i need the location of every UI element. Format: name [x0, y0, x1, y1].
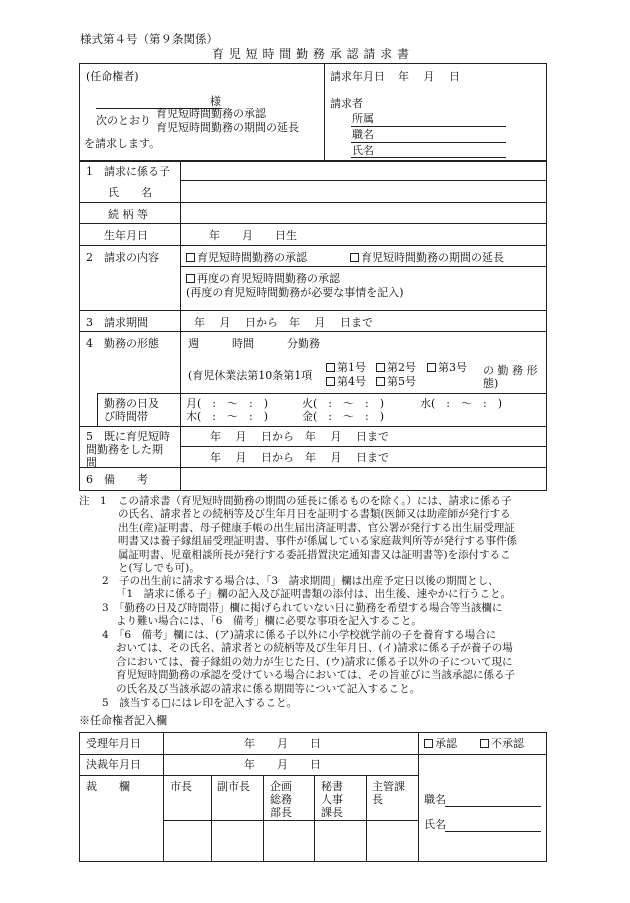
note-line: 4 「6 備考」欄には、(ア)請求に係る子以外に小学校就学前の子を養育する場合に — [102, 629, 497, 641]
affiliation-field[interactable] — [351, 126, 506, 127]
row-line — [79, 223, 547, 224]
divider — [97, 393, 98, 426]
form-item-3-label: 第3号 — [438, 361, 467, 374]
prior-period-1[interactable]: 年 月 日から 年 月 日まで — [210, 430, 389, 443]
checkbox-icon[interactable] — [480, 739, 489, 748]
note-4 — [102, 629, 515, 696]
opt-approval-label: 育児短時間勤務の承認 — [197, 251, 307, 264]
friday-hours[interactable]: 金( : ～ : ) — [302, 410, 384, 423]
approve-label: 承認 — [435, 737, 457, 750]
request-date-value[interactable]: 年 月 日 — [398, 70, 460, 83]
form-item-1-label: 第1号 — [337, 361, 366, 374]
checkbox-icon[interactable] — [326, 377, 335, 386]
note-line: の氏名及び当該承認の請求に係る期間等について記入すること。 — [116, 682, 421, 695]
row-line — [79, 467, 547, 468]
section3-label: 3 請求期間 — [86, 316, 148, 329]
note-line: 明書又は養子縁組届受理証明書、事件が係属している家庭裁判所等が発行する事件係 — [118, 535, 517, 548]
note-line: 出生(産)証明書、母子健康手帳の出生届出済証明書、官公署が発行する出生届受理証 — [118, 521, 515, 534]
note-lead: 注 1 — [79, 495, 107, 507]
checkbox-icon[interactable] — [186, 274, 195, 283]
post-field[interactable] — [445, 806, 541, 807]
appointer-section-heading: ※任命権者記入欄 — [79, 714, 167, 727]
checkbox-icon[interactable] — [326, 363, 335, 372]
opt-approval[interactable] — [186, 251, 307, 264]
section4-label: 4 勤務の形態 — [86, 337, 159, 350]
opt-extension-label: 育児短時間勤務の期間の延長 — [361, 251, 504, 264]
note-line: 属証明書、児童相談所長が発行する委託措置決定通知書又は証明書等)を添付するこ — [118, 548, 511, 561]
officer-name-field[interactable] — [445, 831, 541, 832]
checkbox-icon[interactable] — [427, 363, 436, 372]
days-label-1: 勤務の日及 — [104, 397, 159, 410]
name-label: 氏名 — [352, 144, 374, 157]
note-line: の氏名、請求者との続柄等及び生年月日を証明する書類(医師又は助産師が発行する — [118, 508, 511, 521]
thursday-hours[interactable]: 木( : ～ : ) — [186, 410, 268, 423]
option-approval: 育児短時間勤務の承認 — [156, 107, 266, 120]
child-name-label: 氏 名 — [108, 186, 152, 199]
divider — [324, 63, 325, 161]
option-extension: 育児短時間勤務の期間の延長 — [156, 121, 299, 134]
position-label: 職名 — [352, 128, 374, 141]
affiliation-label: 所属 — [352, 112, 374, 125]
row-line — [79, 426, 547, 427]
child-birth-label: 生年月日 — [104, 229, 148, 242]
reapproval-note: (再度の育児短時間勤務が必要な事情を記入) — [186, 286, 404, 299]
seal-personnel-chief: 秘書 人事 課長 — [321, 780, 343, 819]
section5-label-3: 間 — [86, 456, 97, 469]
request-period-value[interactable]: 年 月 日から 年 月 日まで — [194, 316, 373, 329]
decision-date-value[interactable]: 年 月 日 — [244, 758, 321, 771]
row-line — [79, 331, 547, 332]
decision-date-label: 決裁年月日 — [86, 758, 141, 771]
divider — [314, 775, 315, 862]
form-item-1[interactable] — [326, 361, 366, 374]
disapprove-label: 不承認 — [491, 737, 524, 750]
note-1 — [118, 495, 550, 575]
sama-label: 様 — [210, 95, 221, 108]
received-date-label: 受理年月日 — [86, 737, 141, 750]
note-2 — [102, 575, 511, 602]
row-line — [97, 393, 547, 394]
row-line — [180, 266, 547, 267]
post-label: 職名 — [424, 793, 446, 806]
row-line — [163, 820, 418, 821]
note-line: と(写しでも可)。 — [118, 562, 200, 575]
form-item-4[interactable] — [326, 375, 366, 388]
appointer-label: (任命権者) — [86, 70, 139, 83]
section5-label-2: 間勤務をした期 — [86, 443, 163, 456]
section6-label: 6 備 考 — [86, 473, 148, 486]
seal-mayor: 市長 — [170, 780, 192, 793]
divider — [366, 775, 367, 862]
opt-extension[interactable] — [350, 251, 504, 264]
request-date-label: 請求年月日 — [330, 70, 385, 83]
form-item-5-label: 第5号 — [387, 375, 416, 388]
note-line: 合においては、養子縁組の効力が生じた日、(ウ)請求に係る子以外の子について現に — [116, 655, 513, 668]
checkbox-icon[interactable] — [186, 253, 195, 262]
opt-reapproval[interactable] — [186, 272, 340, 285]
law-reference: (育児休業法第10条第1項 — [188, 369, 313, 382]
row-line — [180, 180, 547, 181]
officer-name-label: 氏名 — [424, 818, 446, 831]
note-line: この請求書（育児短時間勤務の期間の延長に係るものを除く。）には、請求に係る子 — [118, 495, 512, 507]
note-3 — [102, 602, 502, 629]
prior-period-2[interactable]: 年 月 日から 年 月 日まで — [210, 451, 389, 464]
form-item-5[interactable] — [376, 375, 416, 388]
divider — [163, 732, 164, 862]
checkbox-icon[interactable] — [376, 377, 385, 386]
received-date-value[interactable]: 年 月 日 — [244, 737, 321, 750]
note-line: 2 子の出生前に請求する場合は、「3 請求期間」欄は出産予定日以後の期間とし、 — [102, 575, 499, 587]
form-item-4-label: 第4号 — [337, 375, 366, 388]
row-line — [79, 754, 418, 755]
divider — [418, 732, 419, 862]
form-suffix-2: 態) — [483, 377, 499, 390]
row-line — [418, 754, 547, 755]
opt-reapproval-label: 再度の育児短時間勤務の承認 — [197, 272, 340, 285]
form-item-2[interactable] — [376, 361, 416, 374]
child-relation-label: 続 柄 等 — [108, 208, 148, 221]
section5-label-1: 5 既に育児短時 — [86, 430, 170, 443]
name-field[interactable] — [351, 157, 506, 158]
note-line: 「1 請求に係る子」欄の記入及び証明書類の添付は、出生後、速やかに行うこと。 — [116, 588, 512, 601]
wednesday-hours[interactable]: 水( : ～ : ) — [420, 397, 502, 410]
sai-label: 裁 欄 — [86, 780, 130, 793]
seal-vice-mayor: 副市長 — [217, 780, 250, 793]
column-divider — [180, 161, 181, 491]
note-5: 5 該当する□にはレ印を記入すること。 — [102, 697, 298, 709]
note-line: おいては、その氏名、請求者との続柄等及び生年月日、(イ)請求に係る子が養子の場 — [116, 642, 513, 655]
position-field[interactable] — [351, 142, 506, 143]
disapprove-option[interactable] — [480, 737, 524, 750]
page-title: 育 児 短 時 間 勤 務 承 認 請 求 書 — [212, 47, 410, 61]
form-item-2-label: 第2号 — [387, 361, 416, 374]
checkbox-icon[interactable] — [424, 739, 433, 748]
row-line — [79, 202, 547, 203]
request-suffix: を請求します。 — [84, 137, 161, 150]
days-label-2: び時間帯 — [104, 410, 148, 423]
row-line — [79, 775, 418, 776]
approve-option[interactable] — [424, 737, 457, 750]
row-line — [79, 310, 547, 311]
seal-planning-director: 企画 総務 部長 — [270, 780, 292, 819]
checkbox-icon[interactable] — [376, 363, 385, 372]
seal-section-head: 主管課 長 — [372, 780, 405, 806]
note-line: より難い場合には、「6 備考」欄に必要な事項を記入すること。 — [116, 615, 422, 628]
form-suffix-1: の 勤 務 形 — [483, 364, 538, 377]
checkbox-icon[interactable] — [350, 253, 359, 262]
tuesday-hours[interactable]: 火( : ～ : ) — [302, 397, 384, 410]
row-line — [79, 245, 547, 246]
form-item-3[interactable] — [427, 361, 467, 374]
requester-label: 請求者 — [330, 97, 363, 110]
note-line: 3 「勤務の日及び時間帯」欄に掲げられていない日に勤務を希望する場合等当該欄に — [102, 602, 503, 614]
appointer-table — [79, 732, 547, 862]
form-number: 様式第４号（第９条関係） — [80, 32, 218, 46]
row-line — [180, 446, 547, 447]
section1-label: 1 請求に係る子 — [86, 165, 170, 178]
request-prefix: 次のとおり — [96, 114, 151, 127]
divider — [263, 775, 264, 862]
weekly-hours[interactable]: 週 時間 分勤務 — [188, 337, 320, 350]
divider — [211, 775, 212, 862]
note-line: 育児短時間勤務の承認を受けている場合においては、その旨並びに当該承認に係る子 — [116, 669, 515, 682]
monday-hours[interactable]: 月( : ～ : ) — [186, 397, 268, 410]
section2-label: 2 請求の内容 — [86, 251, 159, 264]
child-birth-value[interactable]: 年 月 日生 — [209, 229, 297, 242]
